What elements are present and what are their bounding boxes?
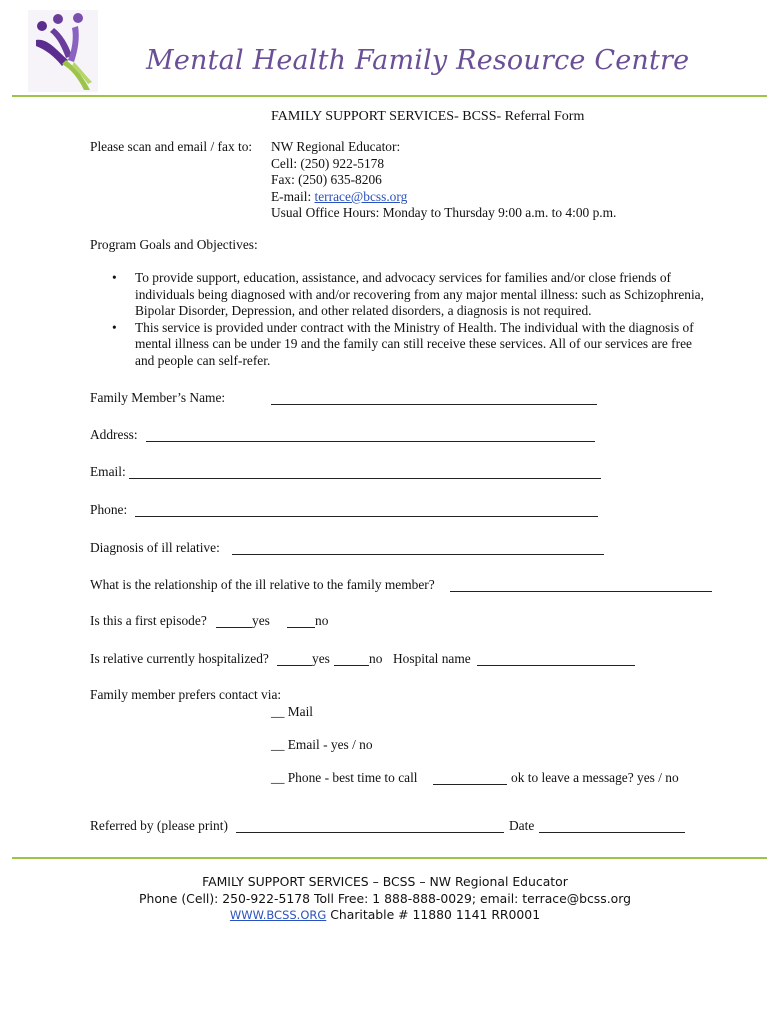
phone-field[interactable] <box>135 504 598 517</box>
goals-heading: Program Goals and Objectives: <box>90 237 258 252</box>
organization-logo <box>28 10 98 92</box>
header-divider <box>12 95 767 97</box>
email-link[interactable]: terrace@bcss.org <box>314 189 408 204</box>
hospitalized-label: Is relative currently hospitalized? <box>90 651 269 666</box>
bullet-icon: • <box>112 319 117 335</box>
email-field-label: Email: <box>90 464 126 479</box>
phone-option[interactable]: __ Phone - best time to call <box>271 770 418 785</box>
relationship-field[interactable] <box>450 579 712 592</box>
first-episode-no-field[interactable] <box>287 615 315 628</box>
best-time-field[interactable] <box>433 772 507 785</box>
diagnosis-label: Diagnosis of ill relative: <box>90 540 220 555</box>
first-episode-label: Is this a first episode? <box>90 613 207 628</box>
list-item: • This service is provided under contract with the Ministry of Health. The individual with the diagnosis of mental illness can be under 19 and the family can still receive these services. All of our services are free and people can self-refer. <box>112 319 694 368</box>
mail-option[interactable]: __ Mail <box>271 704 314 719</box>
charitable-number: Charitable # 11880 1141 RR0001 <box>326 907 541 922</box>
list-item: • To provide support, education, assistance, and advocacy services for families and/or close friends of individuals being diagnosed with and/or recovering from any major mental illness: such as Schizophrenia, Bipolar Disorder, Depression, and other related disorders, a diagnosis is not required. <box>112 270 704 319</box>
form-title: FAMILY SUPPORT SERVICES- BCSS- Referral Form <box>271 109 585 124</box>
referred-by-label: Referred by (please print) <box>90 818 228 833</box>
email-option[interactable]: __ Email - yes / no <box>271 737 373 752</box>
hospital-name-label: Hospital name <box>393 651 471 666</box>
family-member-name-field[interactable] <box>271 392 597 405</box>
phone-label: Phone: <box>90 502 128 517</box>
hospitalized-yes-field[interactable] <box>277 653 312 666</box>
family-member-name-label: Family Member’s Name: <box>90 390 226 405</box>
website-link[interactable]: WWW.BCSS.ORG <box>229 908 327 922</box>
hospitalized-no-field[interactable] <box>334 653 369 666</box>
address-field[interactable] <box>146 429 595 442</box>
email-label: E-mail: <box>271 189 315 204</box>
goals-list <box>90 270 710 370</box>
footer-line-2: Phone (Cell): 250-922-5178 Toll Free: 1 888-888-0029; email: terrace@bcss.org <box>139 891 631 906</box>
cell-number: Cell: (250) 922-5178 <box>271 156 385 171</box>
leave-message-label: ok to leave a message? yes / no <box>511 770 679 785</box>
hospitalized-yes-label: yes <box>312 651 330 666</box>
first-episode-no-label: no <box>315 613 329 628</box>
footer-divider <box>12 857 767 859</box>
first-episode-yes-label: yes <box>252 613 270 628</box>
address-label: Address: <box>90 427 138 442</box>
diagnosis-field[interactable] <box>232 542 604 555</box>
fax-number: Fax: (250) 635-8206 <box>271 172 382 187</box>
email-line <box>271 189 407 205</box>
date-field[interactable] <box>539 820 685 833</box>
organization-title: Mental Health Family Resource Centre <box>146 45 690 76</box>
first-episode-yes-field[interactable] <box>216 615 252 628</box>
footer-line-3 <box>0 907 770 922</box>
contact-label: Please scan and email / fax to: <box>90 139 253 154</box>
footer-line-1: FAMILY SUPPORT SERVICES – BCSS – NW Regional Educator <box>202 874 568 889</box>
hospital-name-field[interactable] <box>477 653 635 666</box>
hospitalized-no-label: no <box>369 651 383 666</box>
bullet-icon: • <box>112 270 117 285</box>
referred-by-field[interactable] <box>236 820 504 833</box>
relationship-label: What is the relationship of the ill relative to the family member? <box>90 577 435 592</box>
educator-label: NW Regional Educator: <box>271 139 401 154</box>
office-hours: Usual Office Hours: Monday to Thursday 9:00 a.m. to 4:00 p.m. <box>271 205 617 220</box>
date-label: Date <box>509 818 535 833</box>
contact-pref-label: Family member prefers contact via: <box>90 687 282 702</box>
email-field[interactable] <box>129 466 601 479</box>
